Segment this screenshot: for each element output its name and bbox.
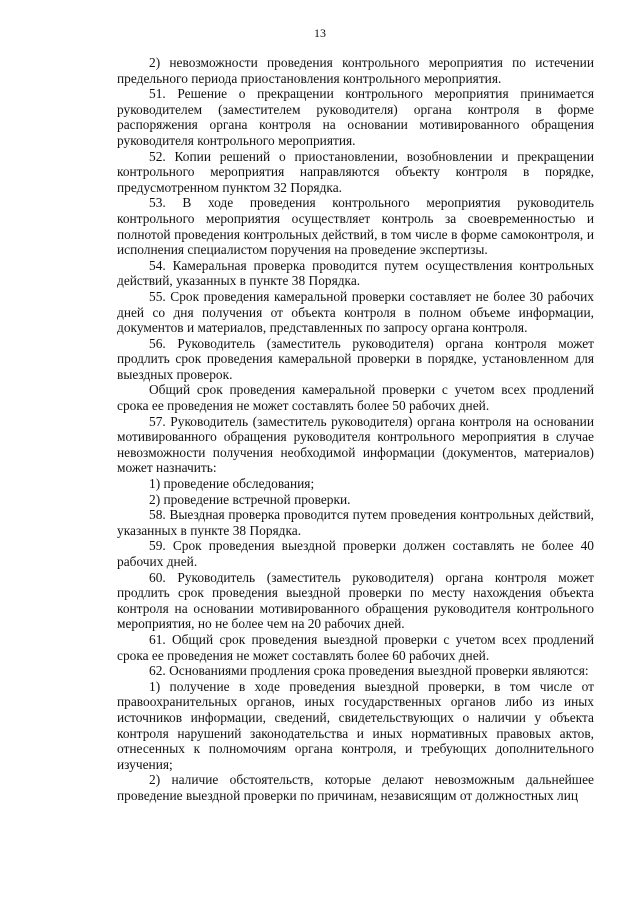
list-item: 2) проведение встречной проверки. bbox=[149, 491, 351, 507]
page-number: 13 bbox=[314, 26, 326, 40]
paragraph: 2) невозможности проведения контрольного мероприятия по истечении предельного периода приостановления контрольного мероприятия. bbox=[117, 55, 594, 86]
paragraph: 54. Камеральная проверка проводится путем осуществления контрольных действий, указанных в пункте 38 Порядка. bbox=[117, 257, 594, 289]
list-item: 1) получение в ходе проведения выездной проверки, в том числе от правоохранительных органов, иных государственных органов либо из иных источников информации, сведений, свидетельствующих о наличии у объекта контроля нарушений законодательства и иных нормативных правовых актов, отнесенных к полномочиям органа контроля, и требующих дополнительного изучения; bbox=[117, 678, 594, 772]
document-body bbox=[117, 55, 594, 804]
paragraph: 56. Руководитель (заместитель руководителя) органа контроля может продлить срок проведения камеральной проверки в порядке, установленном для выездных проверок. bbox=[117, 335, 594, 382]
paragraph: 51. Решение о прекращении контрольного мероприятия принимается руководителем (заместителем руководителя) органа контроля в форме распоряжения органа контроля на основании мотивированного обращения руководителя контрольного мероприятия. bbox=[117, 86, 594, 148]
paragraph: 62. Основаниями продления срока проведения выездной проверки являются: bbox=[149, 663, 589, 679]
paragraph: 61. Общий срок проведения выездной проверки с учетом всех продлений срока ее проведения не может составлять более 60 рабочих дней. bbox=[117, 631, 594, 663]
paragraph: 55. Срок проведения камеральной проверки составляет не более 30 рабочих дней со дня получения от объекта контроля в полном объеме информации, документов и материалов, представленных по запросу органа контроля. bbox=[117, 288, 594, 336]
paragraph: 60. Руководитель (заместитель руководителя) органа контроля может продлить срок проведения выездной проверки по месту нахождения объекта контроля на основании мотивированного обращения руководителя контрольного мероприятия, но не более чем на 20 рабочих дней. bbox=[117, 569, 594, 632]
paragraph: 59. Срок проведения выездной проверки должен составлять не более 40 рабочих дней. bbox=[117, 538, 594, 569]
paragraph: 52. Копии решений о приостановлении, возобновлении и прекращении контрольного мероприятия направляются объекту контроля в порядке, предусмотренном пунктом 32 Порядка. bbox=[117, 148, 594, 195]
list-item: 1) проведение обследования; bbox=[149, 476, 315, 492]
paragraph: 58. Выездная проверка проводится путем проведения контрольных действий, указанных в пункте 38 Порядка. bbox=[117, 507, 594, 538]
paragraph: Общий срок проведения камеральной проверки с учетом всех продлений срока ее проведения не может составлять более 50 рабочих дней. bbox=[117, 382, 594, 414]
paragraph: 53. В ходе проведения контрольного мероприятия руководитель контрольного мероприятия осуществляет контроль за своевременностью и полнотой проведения контрольных действий, в том числе в форме самоконтроля, и исполнения специалистом поручения на проведение экспертизы. bbox=[117, 195, 594, 258]
paragraph: 57. Руководитель (заместитель руководителя) органа контроля на основании мотивированного обращения руководителя контрольного мероприятия в случае невозможности получения необходимой информации (документов, материалов) может назначить: bbox=[117, 413, 594, 476]
list-item: 2) наличие обстоятельств, которые делают невозможным дальнейшее проведение выездной проверки по причинам, независящим от должностных лиц bbox=[117, 772, 594, 803]
